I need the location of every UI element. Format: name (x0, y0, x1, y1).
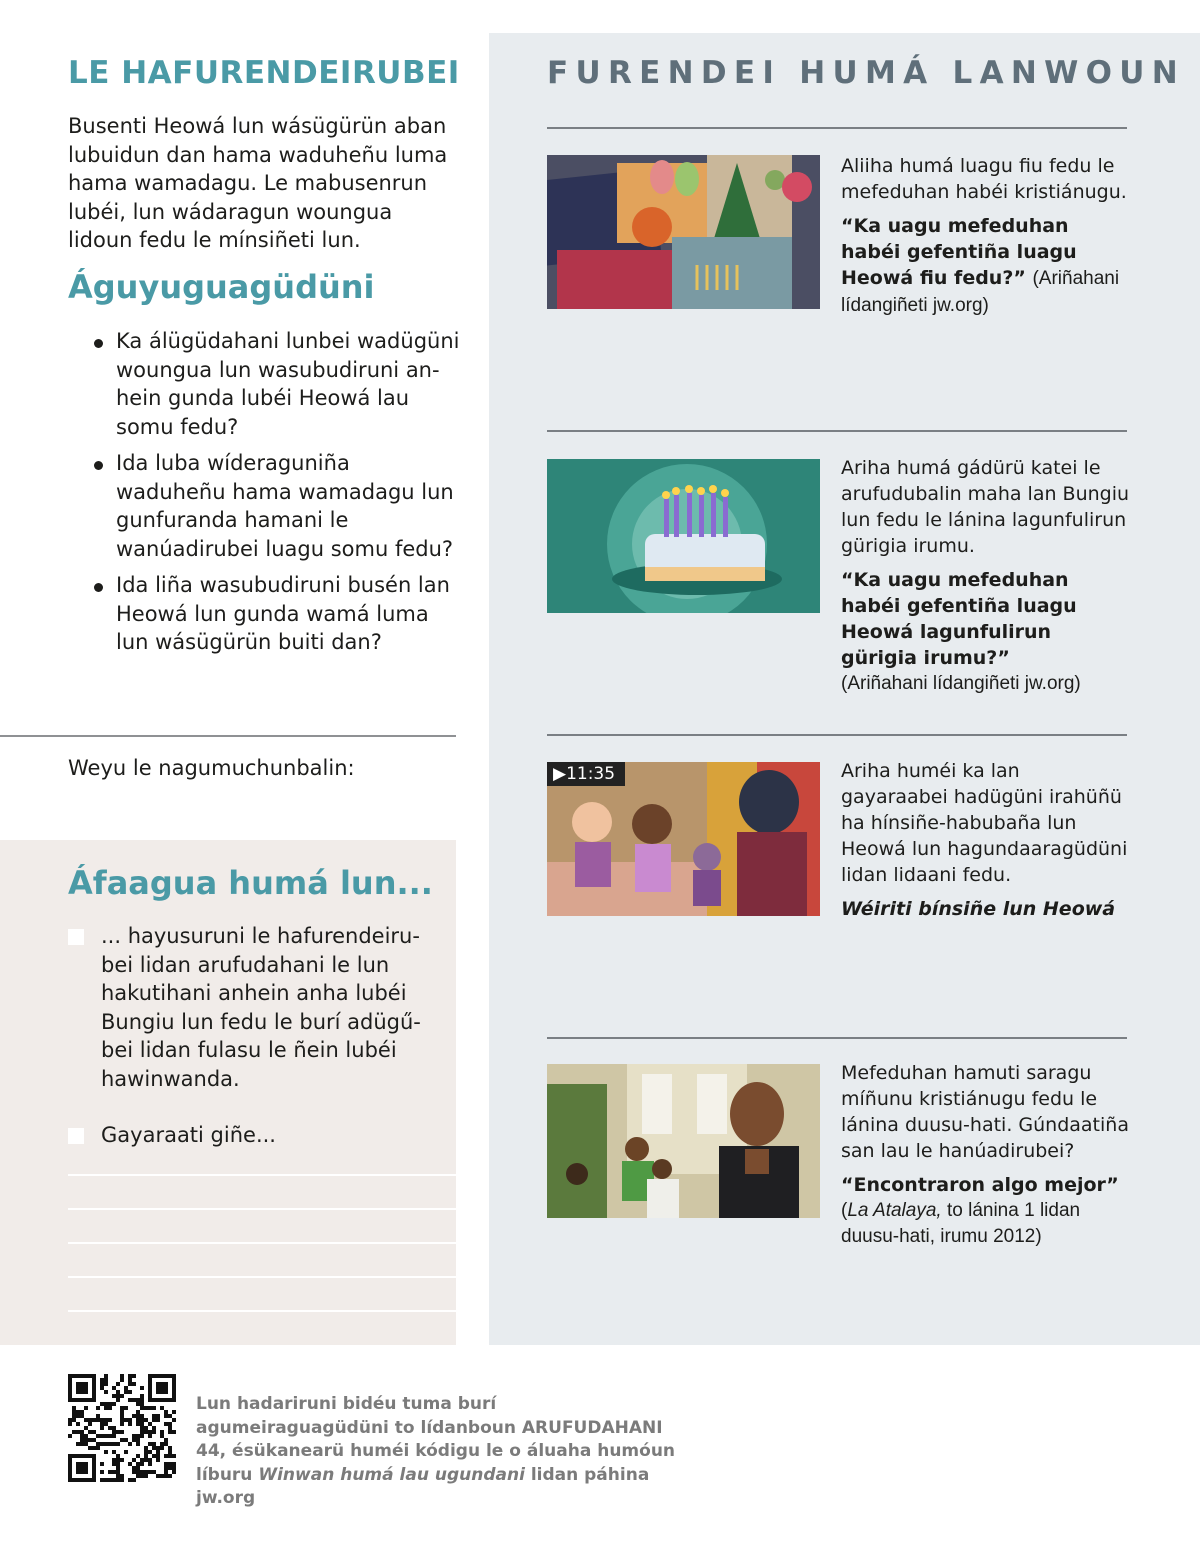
divider (547, 1037, 1127, 1039)
try-heading: Áfaagua humá lun... (68, 864, 433, 902)
resource-entry (841, 1060, 1131, 1250)
writing-line (68, 1208, 456, 1210)
writing-line (68, 1310, 456, 1312)
birthday-cake-image[interactable] (547, 459, 820, 613)
footer-note: Lun hadariruni bidéu tuma burí agumeiraguagüdüni to lídanboun ARUFUDAHANI 44, ésükanearü huméi kódigu le o áluaha humóun líburu Winwan humá lau ugundani lidan páhina jw.org (196, 1394, 676, 1508)
entry-title[interactable]: “Encontraron algo mejor” (841, 1174, 1119, 1196)
writing-line (68, 1276, 456, 1278)
divider (547, 127, 1127, 129)
list-item: Ida luba wíderaguniña waduheñu hama wamadagu lun gunfuranda hamani le wanúadirubei luagu somu fedu? (92, 449, 462, 563)
entry-title[interactable]: “Ka uagu mefeduhan habéi gefentiña luagu Heowá fiu fedu?” (Ariñahani lídangiñeti jw.org) (841, 215, 1120, 316)
animated-school-kids-image[interactable] (547, 762, 820, 916)
divider (547, 734, 1127, 736)
entry-description: Ariha humá gádürü katei le arufudubalin maha lan Bungiu lun fedu le lánina lagunfulirun gürigia irumu. (841, 457, 1130, 557)
entry-source: (Ariñahani lídangiñeti jw.org) (841, 268, 1120, 316)
entry-source: (La Atalaya, to lánina 1 lidan duusu-hati, irumu 2012) (841, 1200, 1081, 1247)
entry-description: Ariha huméi ka lan gayaraabei hadügüni irahüñü ha hínsiñe-habubaña lun Heowá lun hagundaaragüdüni lidan lidaani fedu. (841, 760, 1128, 886)
resource-entry (841, 455, 1131, 697)
qr-code-icon[interactable] (68, 1374, 176, 1482)
bullet-icon (94, 461, 103, 470)
resource-entry (841, 153, 1131, 319)
questions-heading: Águyuguagüdüni (68, 268, 375, 306)
lesson-heading: LE HAFURENDEIRUBEI (68, 55, 460, 91)
checkbox[interactable] (68, 1128, 84, 1144)
divider (547, 430, 1127, 432)
bullet-icon (94, 339, 103, 348)
writing-line (68, 1242, 456, 1244)
checkbox[interactable] (68, 929, 84, 945)
entry-title[interactable]: Wéiriti bínsiñe lun Heowá (841, 898, 1116, 920)
divider (0, 735, 456, 737)
entry-description: Mefeduhan hamuti saragu míñunu kristiánugu fedu le lánina duusu-hati. Gúndaatiña san lau le hanúadirubei? (841, 1062, 1129, 1162)
intro-paragraph: Busenti Heowá lun wásügürün aban lubuidun dan hama waduheñu luma hama wamadagu. Le mabusenrun lubéi, lun wádaragun woungua lidoun fedu le mínsiñeti lun. (68, 114, 448, 252)
list-item: Ka álügüdahani lunbei wadügüni woungua lun wasubudiruni an-hein gunda lubéi Heowá lau somu fedu? (92, 327, 462, 441)
resources-heading: FURENDEI HUMÁ LANWOUN (547, 55, 1185, 91)
try-item: Gayaraati giñe... (101, 1123, 276, 1147)
writing-line (68, 1174, 456, 1176)
video-duration-badge: ▶11:35 (547, 762, 625, 786)
entry-source: (Ariñahani lídangiñeti jw.org) (841, 673, 1081, 694)
try-item: ... hayusuruni le hafurendeiru-bei lidan arufudahani le lun hakutihani anhein anha lubéi Bungiu lun fedu le burí adügű-bei lidan fulasu le ñein lubéi hawinwanda. (101, 924, 421, 1091)
smiling-woman-photo[interactable] (547, 1064, 820, 1218)
entry-title[interactable]: “Ka uagu mefeduhan habéi gefentiña luagu Heowá lagunfulirun gürigia irumu?” (841, 569, 1077, 669)
resource-entry (841, 758, 1131, 922)
questions-list (92, 327, 462, 665)
holidays-collage-image[interactable] (547, 155, 820, 309)
list-item: Ida liña wasubudiruni busén lan Heowá lun gunda wamá luma lun wásügürün buiti dan? (92, 571, 462, 657)
notes-label: Weyu le nagumuchunbalin: (68, 756, 355, 780)
entry-description: Aliiha humá luagu fiu fedu le mefeduhan habéi kristiánugu. (841, 155, 1127, 203)
bullet-icon (94, 583, 103, 592)
